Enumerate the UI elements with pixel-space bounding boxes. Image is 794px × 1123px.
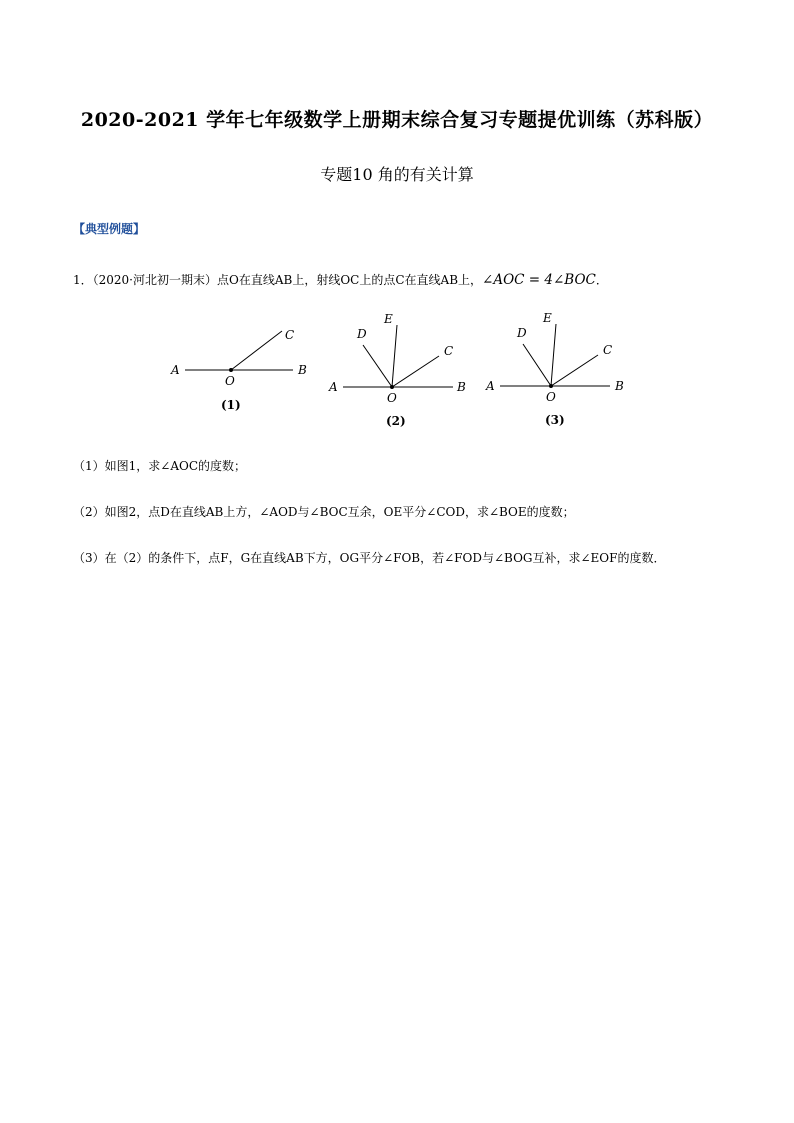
label-b: B [615, 379, 624, 393]
ray-oc [392, 356, 439, 387]
figure-3-caption: (3) [545, 413, 565, 427]
problem-number: 1． [73, 273, 93, 287]
figure-3 [482, 300, 627, 432]
label-d: D [357, 327, 367, 341]
section-heading: 【典型例题】 [73, 222, 146, 236]
label-a: A [329, 380, 338, 394]
point-o [549, 384, 553, 388]
point-o [229, 368, 233, 372]
figure-2-diagram [325, 300, 470, 432]
label-d: D [517, 326, 527, 340]
figure-2-caption: (2) [386, 414, 406, 428]
figure-3-diagram [482, 300, 627, 432]
label-o: O [387, 391, 397, 405]
label-a: A [486, 379, 495, 393]
ray-od [363, 345, 392, 387]
figure-2 [325, 300, 470, 432]
document-subtitle: 专题10 角的有关计算 [320, 165, 474, 184]
stem-formula: ∠AOC = 4∠BOC [482, 272, 596, 288]
problem-source: （2020·河北初一期末） [92, 273, 217, 287]
figure-1 [165, 300, 315, 420]
point-o [390, 385, 394, 389]
ray-oc [551, 355, 598, 386]
label-a: A [171, 363, 180, 377]
question-part-1: （1）如图1，求∠AOC的度数； [73, 459, 247, 473]
label-b: B [298, 363, 307, 377]
label-e: E [384, 312, 393, 326]
label-b: B [457, 380, 466, 394]
problem-stem-text: 点O在直线AB上，射线OC上的点C在直线AB上， [217, 273, 483, 287]
ray-oe [551, 324, 556, 386]
label-o: O [546, 390, 556, 404]
question-part-3: （3）在（2）的条件下，点F，G在直线AB下方，OG平分∠FOB，若∠FOD与∠BOG互补，求∠EOF的度数． [73, 551, 666, 565]
problem-stem [73, 271, 608, 288]
ray-od [523, 344, 551, 386]
stem-end: ． [595, 273, 608, 287]
ray-oc [231, 331, 282, 370]
label-e: E [543, 311, 552, 325]
label-c: C [444, 344, 454, 358]
ray-oe [392, 325, 397, 387]
label-o: O [225, 374, 235, 388]
question-part-2: （2）如图2，点D在直线AB上方，∠AOD与∠BOC互余，OE平分∠COD，求∠BOE的度数； [73, 505, 575, 519]
label-c: C [285, 328, 295, 342]
figure-1-caption: (1) [221, 398, 241, 412]
figure-1-diagram [165, 300, 315, 420]
label-c: C [603, 343, 613, 357]
document-title: 2020-2021 学年七年级数学上册期末综合复习专题提优训练（苏科版） [80, 109, 714, 131]
